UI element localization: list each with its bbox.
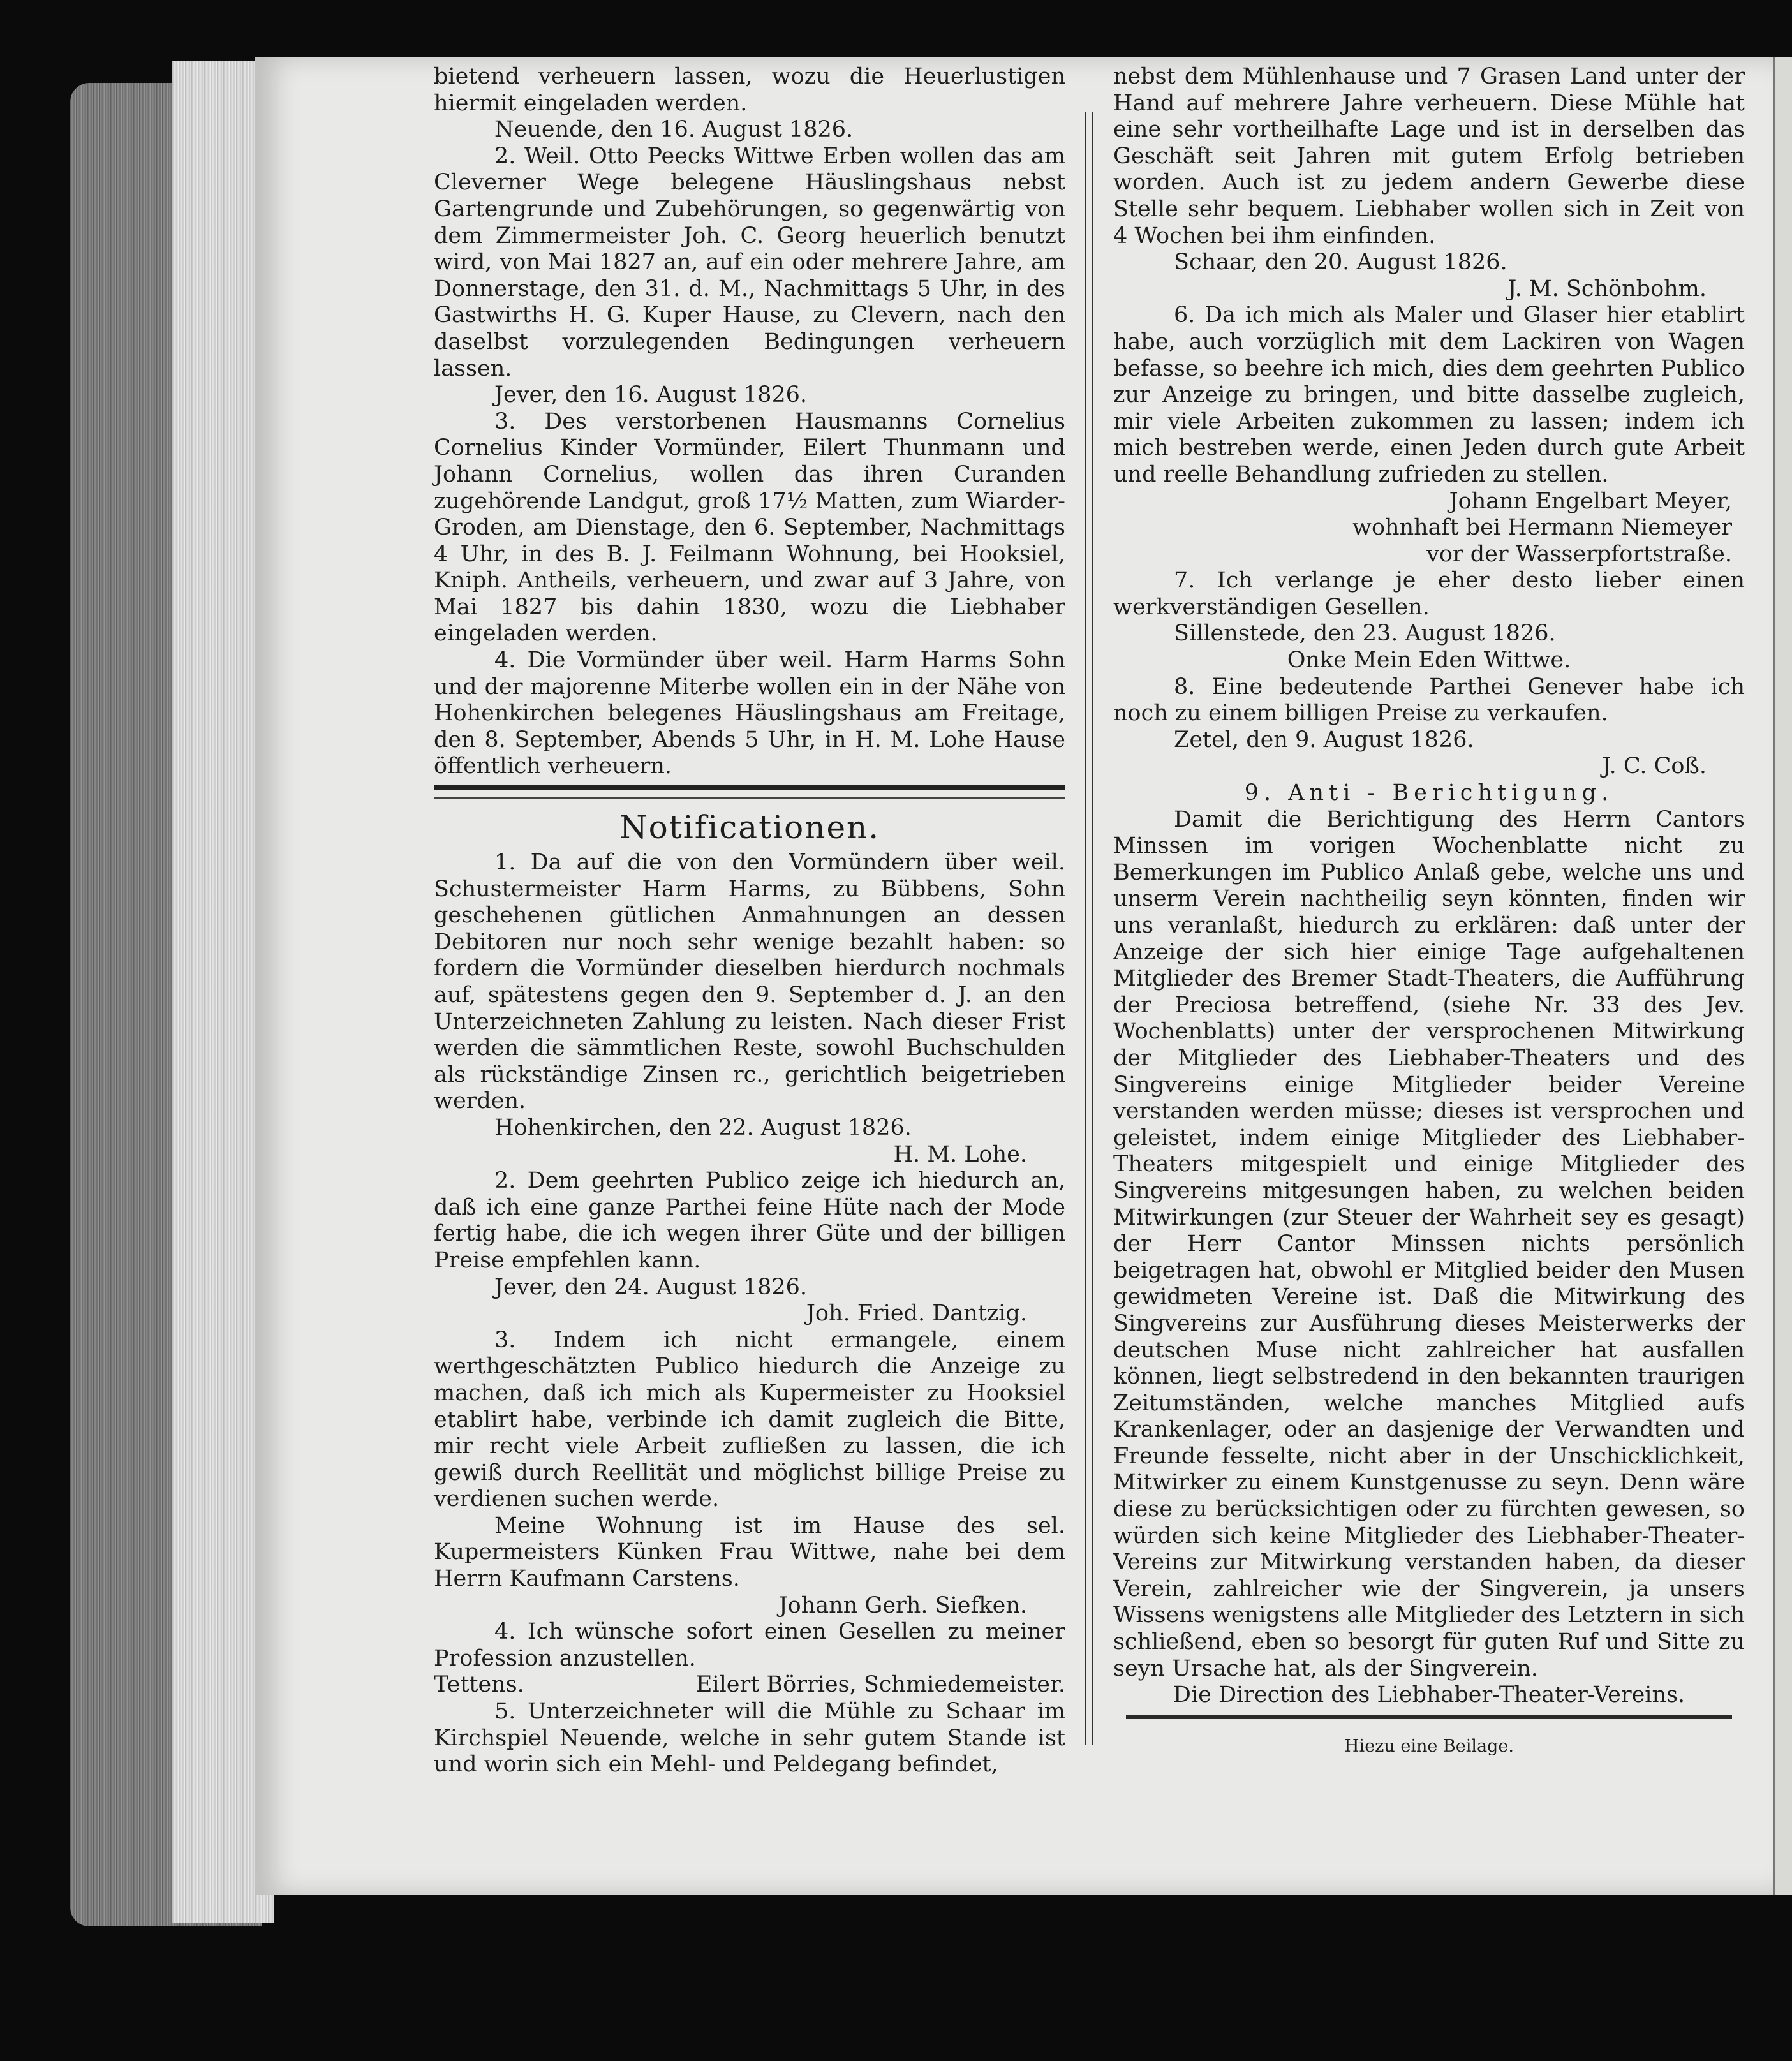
notification-4: 4. Ich wünsche sofort einen Gesellen zu meiner Profession anzustellen.: [434, 1619, 1065, 1671]
notice-6: 6. Da ich mich als Maler und Glaser hier etablirt habe, auch vorzüglich mit dem Lackiren von Wagen befasse, so beehre ich mich, dies dem geehrten Publico zur Anzeige zu bringen, und bitte dasselbe zugleich, mir viele Arbeiten zukommen zu lassen; indem ich mich bestreben werde, einen Jeden durch gute Arbeit und reelle Behandlung zufrieden zu stellen.: [1113, 302, 1745, 487]
notice-7-place: Sillenstede, den 23. August 1826.: [1174, 621, 1556, 647]
section-rule: [434, 785, 1065, 799]
notice-2-place: Jever, den 16. August 1826.: [494, 382, 808, 408]
notification-2-signature: Joh. Fried. Dantzig.: [806, 1301, 1027, 1327]
notification-4-line: [434, 1672, 1065, 1699]
anti-text: Damit die Berichtigung des Herrn Cantors Minssen im vorigen Wochenblatte nicht zu Bemerkungen im Publico Anlaß gebe, welche uns und unserm Verein nachtheilig seyn könnten, finden wir uns veranlaßt, hiedurch zu erklären: daß unter der Anzeige der sich hier einige Tage aufgehaltenen Mitglieder des Bremer Stadt-Theaters, die Aufführung der Preciosa betreffend, (siehe Nr. 33 des Jev. Wochenblatts) unter der versprochenen Mitwirkung der Mitglieder des Liebhaber-Theaters und des Singvereins einige Mitglieder beider Vereine verstanden werden müsse; dieses ist versprochen und geleistet, indem einige Mitglieder des Liebhaber-Theaters mitgespielt und einige Mitglieder des Singvereins mitgesungen haben, zu welchen beiden Mitwirkungen (zur Steuer der Wahrheit sey es gesagt) der Herr Cantor Minssen nichts persönlich beigetragen hat, obwohl er Mitglied beider den Musen gewidmeten Vereine ist. Daß die Mitwirkung des Singvereins zur Ausführung dieses Meisterwerks der deutschen Muse nicht zahlreicher hat ausfallen können, liegt selbstredend in den bekannten traurigen Zeitumständen, welche manches Mitglied aufs Krankenlager, oder an dasjenige der Verwandten und Freunde fesselte, nicht aber in der Unschicklichkeit, Mitwirker zu einem Kunstgenusse zu seyn. Denn wäre diese zu berücksichtigen oder zu fürchten gewesen, so würden sich keine Mitglieder des Liebhaber-Theater-Vereins zur Mitwirkung verstanden haben, da dieser Verein, zahlreicher wie der Singverein, ja unsers Wissens wenigstens alle Mitglieder des Letztern in sich schließend, eben so besorgt für guten Ruf und Sitte zu seyn Ursache hat, als der Singverein.: [1113, 806, 1745, 1681]
notification-3: 3. Indem ich nicht ermangele, einem werthgeschätzten Publico hiedurch die Anzeige zu machen, daß ich mich als Kupermeister zu Hooksiel etablirt habe, verbinde ich damit zugleich die Bitte, mir recht viele Arbeit zufließen zu lassen, die ich gewiß durch Reellität und möglichst billige Preise zu verdienen suchen werde.: [434, 1327, 1065, 1512]
facing-page-edge: [1773, 57, 1792, 1895]
right-column: [1113, 64, 1745, 1759]
notice-3: 3. Des verstorbenen Hausmanns Cornelius Cornelius Kinder Vormünder, Eilert Thunmann und Johann Cornelius, wollen das ihren Curanden zugehörende Landgut, groß 17½ Matten, zum Wiarder-Groden, am Dienstage, den 6. September, Nachmittags 4 Uhr, in des B. J. Feilmann Wohnung, bei Hooksiel, Kniph. Antheils, verheuern, und zwar auf 3 Jahre, von Mai 1827 bis dahin 1830, wozu die Liebhaber eingeladen werden.: [434, 408, 1065, 647]
notification-1: 1. Da auf die von den Vormündern über weil. Schustermeister Harm Harms, zu Bübbens, Sohn geschehenen gütlichen Anmahnungen an dessen Debitoren nur noch sehr wenige bezahlt haben: so fordern die Vormünder dieselben hierdurch nochmals auf, spätestens gegen den 9. September d. J. an den Unterzeichneten Zahlung zu leisten. Nach dieser Frist werden die sämmtlichen Reste, sowohl Buchschulden als rückständige Zinsen rc., gerichtlich beigetrieben werden.: [434, 850, 1065, 1114]
notification-1-signature: H. M. Lohe.: [893, 1141, 1027, 1167]
notification-5: 5. Unterzeichneter will die Mühle zu Schaar im Kirchspiel Neuende, welche in sehr gutem Stande ist und worin sich ein Mehl- und Peldegang befindet,: [434, 1699, 1065, 1778]
notice-2: 2. Weil. Otto Peecks Wittwe Erben wollen das am Cleverner Wege belegene Häuslingshaus nebst Gartengrunde und Zubehörungen, so gegenwärtig von dem Zimmermeister Joh. C. Georg heuerlich benutzt wird, von Mai 1827 an, auf ein oder mehrere Jahre, am Donnerstage, den 31. d. M., Nachmittags 5 Uhr, in des Gastwirths H. G. Kuper Hause, zu Clevern, nach den daselbst vorzulegenden Bedingungen verheuern lassen.: [434, 143, 1065, 381]
end-rule: [1126, 1715, 1732, 1724]
notice-8-place: Zetel, den 9. August 1826.: [1174, 727, 1474, 753]
mill-place: Schaar, den 20. August 1826.: [1174, 249, 1507, 276]
supplement-note: Hiezu eine Beilage.: [1344, 1736, 1514, 1756]
notice-6-signature-1: Johann Engelbart Meyer,: [1449, 488, 1732, 514]
left-column: [434, 64, 1065, 1778]
column-divider: [1085, 112, 1093, 1745]
notification-2-place: Jever, den 24. August 1826.: [494, 1274, 808, 1300]
notification-1-place: Hohenkirchen, den 22. August 1826.: [494, 1114, 912, 1141]
opening-place: Neuende, den 16. August 1826.: [494, 117, 854, 143]
notice-4: 4. Die Vormünder über weil. Harm Harms Sohn und der majorenne Miterbe wollen ein in der Nähe von Hohenkirchen belegenes Häuslingshaus am Freitage, den 8. September, Abends 5 Uhr, in H. M. Lohe Hause öffentlich verheuern.: [434, 647, 1065, 779]
notification-3-address: Meine Wohnung ist im Hause des sel. Kupermeisters Künken Frau Wittwe, nahe bei dem Herrn Kaufmann Carstens.: [434, 1512, 1065, 1592]
section-heading: Notificationen.: [619, 809, 880, 846]
mill-signature: J. M. Schönbohm.: [1507, 276, 1707, 302]
mill-continuation: nebst dem Mühlenhause und 7 Grasen Land unter der Hand auf mehrere Jahre verheuern. Diese Mühle hat eine sehr vortheilhafte Lage und ist in derselben das Geschäft seit Jahren mit gutem Erfolg betrieben worden. Auch ist zu jedem andern Gewerbe diese Stelle sehr bequem. Liebhaber wollen sich in Zeit von 4 Wochen bei ihm einfinden.: [1113, 64, 1745, 249]
notice-7-signature: Onke Mein Eden Wittwe.: [1287, 647, 1571, 674]
opening-text: bietend verheuern lassen, wozu die Heuerlustigen hiermit eingeladen werden.: [434, 64, 1065, 116]
notice-6-signature-2: wohnhaft bei Hermann Niemeyer: [1352, 515, 1732, 541]
anti-signature: Die Direction des Liebhaber-Theater-Vereins.: [1173, 1682, 1685, 1708]
notification-4-signature: Eilert Börries, Schmiedemeister.: [695, 1672, 1065, 1698]
notification-3-signature: Johann Gerh. Siefken.: [778, 1592, 1027, 1618]
anti-title: 9. Anti - Berichtigung.: [1244, 780, 1614, 806]
notification-2: 2. Dem geehrten Publico zeige ich hiedurch an, daß ich eine ganze Parthei feine Hüte nach der Mode fertig habe, die ich wegen ihrer Güte und der billigen Preise empfehlen kann.: [434, 1168, 1065, 1273]
notification-4-place: Tettens.: [434, 1672, 524, 1698]
notice-7: 7. Ich verlange je eher desto lieber einen werkverständigen Gesellen.: [1113, 568, 1745, 620]
notice-8-signature: J. C. Coß.: [1602, 753, 1707, 779]
notice-8: 8. Eine bedeutende Parthei Genever habe ich noch zu einem billigen Preise zu verkaufen.: [1113, 674, 1745, 727]
notice-6-signature-3: vor der Wasserpfortstraße.: [1426, 541, 1732, 567]
